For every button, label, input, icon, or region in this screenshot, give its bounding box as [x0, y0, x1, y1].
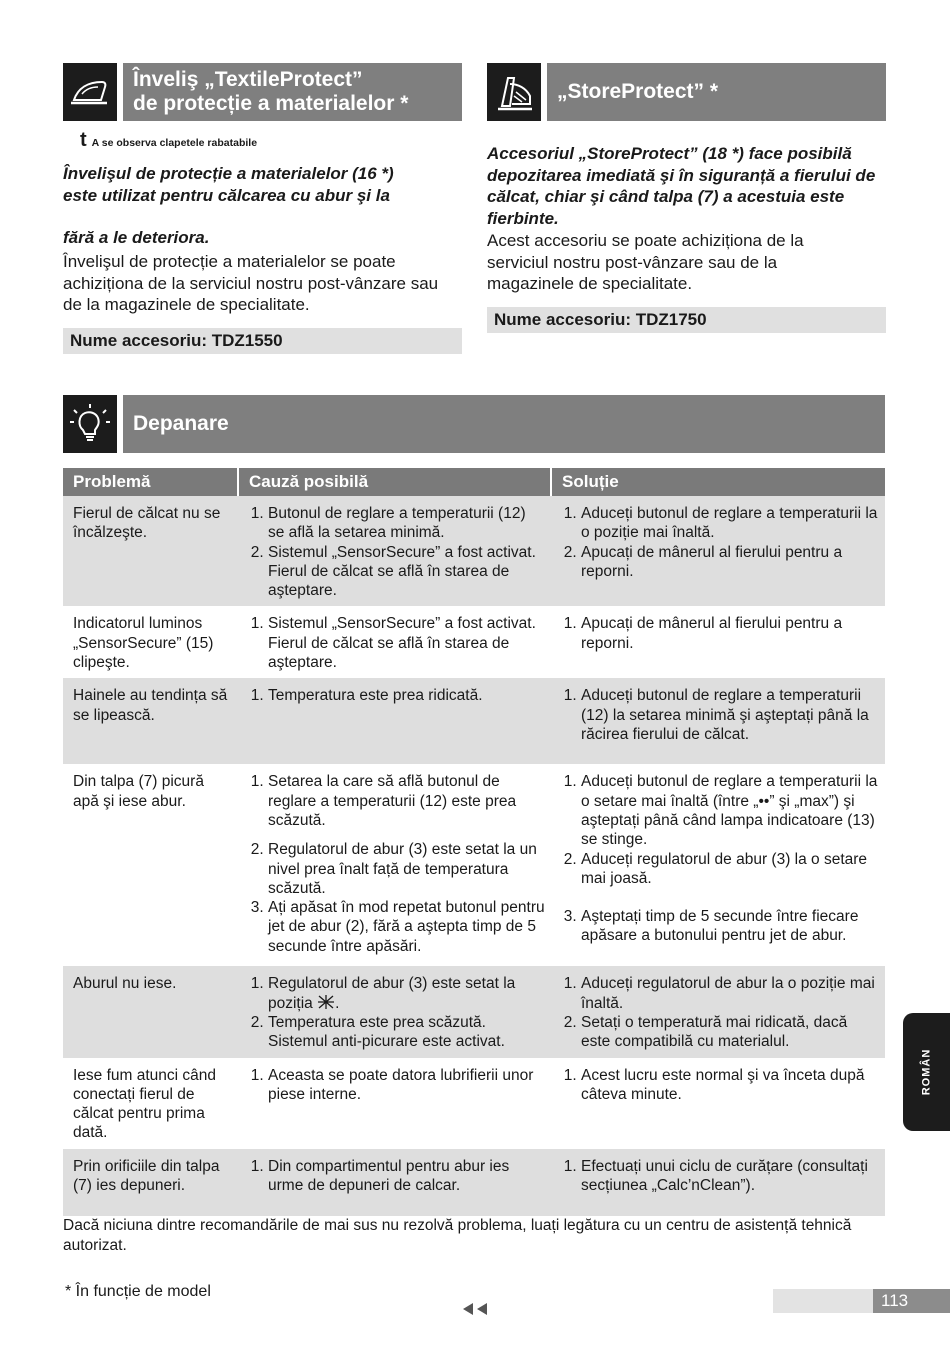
- header-cause: Cauză posibilă: [239, 468, 552, 496]
- table-row: [63, 1058, 885, 1149]
- cause-item: 3. Ați apăsat în mod repetat butonul pentru jet de abur (2), fără a aştepta timp de 5 secunde între apăsări.: [268, 898, 546, 956]
- problem-cell: Hainele au tendința să se lipească.: [63, 678, 239, 764]
- textile-intro-line2: este utilizat pentru călcarea cu abur şi la: [63, 185, 390, 205]
- cause-cell: [239, 966, 552, 1057]
- solution-cell: [552, 496, 885, 606]
- iron-storage-icon: [487, 63, 541, 121]
- header-solution: Soluție: [552, 468, 885, 496]
- textile-body: Învelişul de protecție a materialelor se poate achiziționa de la serviciul nostru post-vânzare sau de la magazinele de specialitate.: [63, 252, 439, 314]
- solution-item: 2. Setați o temperatură mai ridicată, dacă este compatibilă cu materialul.: [581, 1013, 879, 1052]
- table-header-row: [63, 468, 885, 496]
- cause-item: 1. Butonul de reglare a temperaturii (12) se află la setarea minimă.: [268, 504, 546, 543]
- cause-item: 2. Temperatura este prea scăzută. Sistemul anti-picurare este activat.: [268, 1013, 546, 1052]
- lightbulb-icon: [63, 395, 117, 453]
- flap-arrow-icon: t: [80, 129, 87, 151]
- table-row: [63, 966, 885, 1057]
- solution-item: 1. Efectuați unui ciclu de curățare (consultați secțiunea „Calc’nClean”).: [581, 1157, 879, 1196]
- cause-item: 2. Sistemul „SensorSecure” a fost activat. Fierul de călcat se află în starea de aşteptare.: [268, 543, 546, 601]
- problem-cell: Prin orificiile din talpa (7) ies depuneri.: [63, 1149, 239, 1216]
- cause-item: 1. Setarea la care să află butonul de reglare a temperaturii (12) este prea scăzută.: [268, 772, 546, 830]
- flap-note: [80, 130, 257, 150]
- store-accessory: Nume accesoriu: TDZ1750: [487, 307, 886, 333]
- solution-item: 1. Aduceți regulatorul de abur la o poziție mai înaltă.: [581, 974, 879, 1013]
- solution-cell: [552, 1149, 885, 1216]
- solution-item: 1. Aduceți butonul de reglare a temperaturii la o setare mai înaltă (între „••” şi „max”) şi aşteptați până când lampa indicatoare (13) se stinge.: [581, 772, 879, 849]
- anti-drip-icon: [317, 995, 335, 1012]
- troubleshooting-footer: Dacă niciuna dintre recomandările de mai sus nu rezolvă problema, luați legătura cu un centru de asistență tehnică autorizat.: [63, 1217, 852, 1254]
- cause-item: 1. Din compartimentul pentru abur ies urme de depuneri de calcar.: [268, 1157, 546, 1196]
- troubleshooting-table: [63, 468, 885, 1216]
- problem-cell: Din talpa (7) picură apă şi iese abur.: [73, 773, 204, 810]
- cause-item: 1. Regulatorul de abur (3) este setat la poziția .: [268, 974, 546, 1013]
- textile-accessory: Nume accesoriu: TDZ1550: [63, 328, 462, 354]
- solution-cell: [552, 1058, 885, 1149]
- troubleshooting-header: [63, 395, 885, 453]
- table-row: [63, 1149, 885, 1216]
- textile-intro-line3: fără a le deteriora.: [63, 228, 210, 247]
- cause-item: 2. Regulatorul de abur (3) este setat la un nivel prea înalt față de temperatura scăzută.: [268, 840, 546, 898]
- cause-item-text: Regulatorul de abur (3) este setat la poziția: [268, 975, 516, 1012]
- textile-intro-line1: Învelişul de protecție a materialelor (16 *): [63, 164, 394, 183]
- page-bar: [773, 1289, 873, 1313]
- textile-intro: [63, 163, 463, 249]
- table-row: [63, 496, 885, 606]
- solution-cell: [552, 764, 885, 966]
- footnote: * În funcție de model: [65, 1283, 211, 1300]
- cause-item: 1. Temperatura este prea ridicată.: [268, 686, 546, 705]
- store-protect-header: [487, 63, 886, 121]
- textile-title-line1: Înveliş „TextileProtect”: [133, 68, 363, 91]
- store-body: Acest accesoriu se poate achiziționa de la serviciul nostru post-vânzare sau de la magazinele de specialitate.: [487, 231, 804, 293]
- header-problem: Problemă: [63, 468, 239, 496]
- cause-cell: [239, 1149, 552, 1216]
- previous-page-icon[interactable]: [461, 1302, 489, 1321]
- textile-title-line2: de protecție a materialelor *: [133, 92, 409, 115]
- problem-cell: Aburul nu iese.: [63, 966, 239, 1057]
- store-protect-title: [547, 63, 886, 121]
- solution-item: 2. Apucați de mânerul al fierului pentru a reporni.: [581, 543, 879, 582]
- cause-item: 1. Aceasta se poate datora lubrifierii unor piese interne.: [268, 1066, 546, 1105]
- problem-cell: Indicatorul luminos „SensorSecure” (15) clipeşte.: [73, 615, 214, 672]
- problem-cell: Fierul de călcat nu se încălzeşte.: [63, 496, 239, 606]
- solution-item: 1. Acest lucru este normal şi va înceta după câteva minute.: [581, 1066, 879, 1105]
- language-tab: [903, 1013, 950, 1131]
- troubleshooting-title: [123, 395, 885, 453]
- cause-cell: [239, 1058, 552, 1149]
- table-row: [63, 606, 885, 678]
- solution-item: 1. Aduceți butonul de reglare a temperaturii (12) la setarea minimă şi aşteptați până la răcirea fierului de călcat.: [581, 686, 879, 744]
- store-title-text: „StoreProtect” *: [557, 80, 719, 103]
- solution-cell: [552, 678, 885, 764]
- textile-protect-header: [63, 63, 462, 121]
- problem-cell: Iese fum atunci când conectați fierul de călcat pentru prima dată.: [73, 1066, 217, 1142]
- cause-cell: [239, 606, 552, 678]
- cause-item: 1. Sistemul „SensorSecure” a fost activat. Fierul de călcat se află în starea de aşteptare.: [268, 614, 546, 672]
- language-tab-label: ROMÂN: [920, 1048, 933, 1096]
- solution-cell: [552, 606, 885, 678]
- flap-note-text: A se observa clapetele rabatabile: [91, 137, 258, 149]
- solution-item: 3. Aşteptați timp de 5 secunde între fiecare apăsare a butonului pentru jet de abur.: [581, 907, 879, 946]
- iron-icon: [63, 63, 117, 121]
- cause-cell: [239, 678, 552, 764]
- store-intro: Accesoriul „StoreProtect” (18 *) face posibilă depozitarea imediată şi în siguranță a fierului de călcat, chiar şi când talpa (7) a acestuia este fierbinte.: [487, 144, 876, 228]
- solution-cell: [552, 966, 885, 1057]
- solution-item: 2. Aduceți regulatorul de abur (3) la o setare mai joasă.: [581, 850, 879, 889]
- table-row: [63, 678, 885, 764]
- solution-item: 1. Aduceți butonul de reglare a temperaturii la o poziție mai înaltă.: [581, 504, 879, 543]
- page-number: 113: [873, 1289, 950, 1313]
- cause-cell: [239, 496, 552, 606]
- cause-cell: [239, 764, 552, 966]
- table-row: [63, 764, 885, 966]
- textile-protect-title: [123, 63, 462, 121]
- troubleshooting-title-text: Depanare: [133, 412, 229, 435]
- solution-item: 1. Apucați de mânerul al fierului pentru a reporni.: [581, 614, 879, 653]
